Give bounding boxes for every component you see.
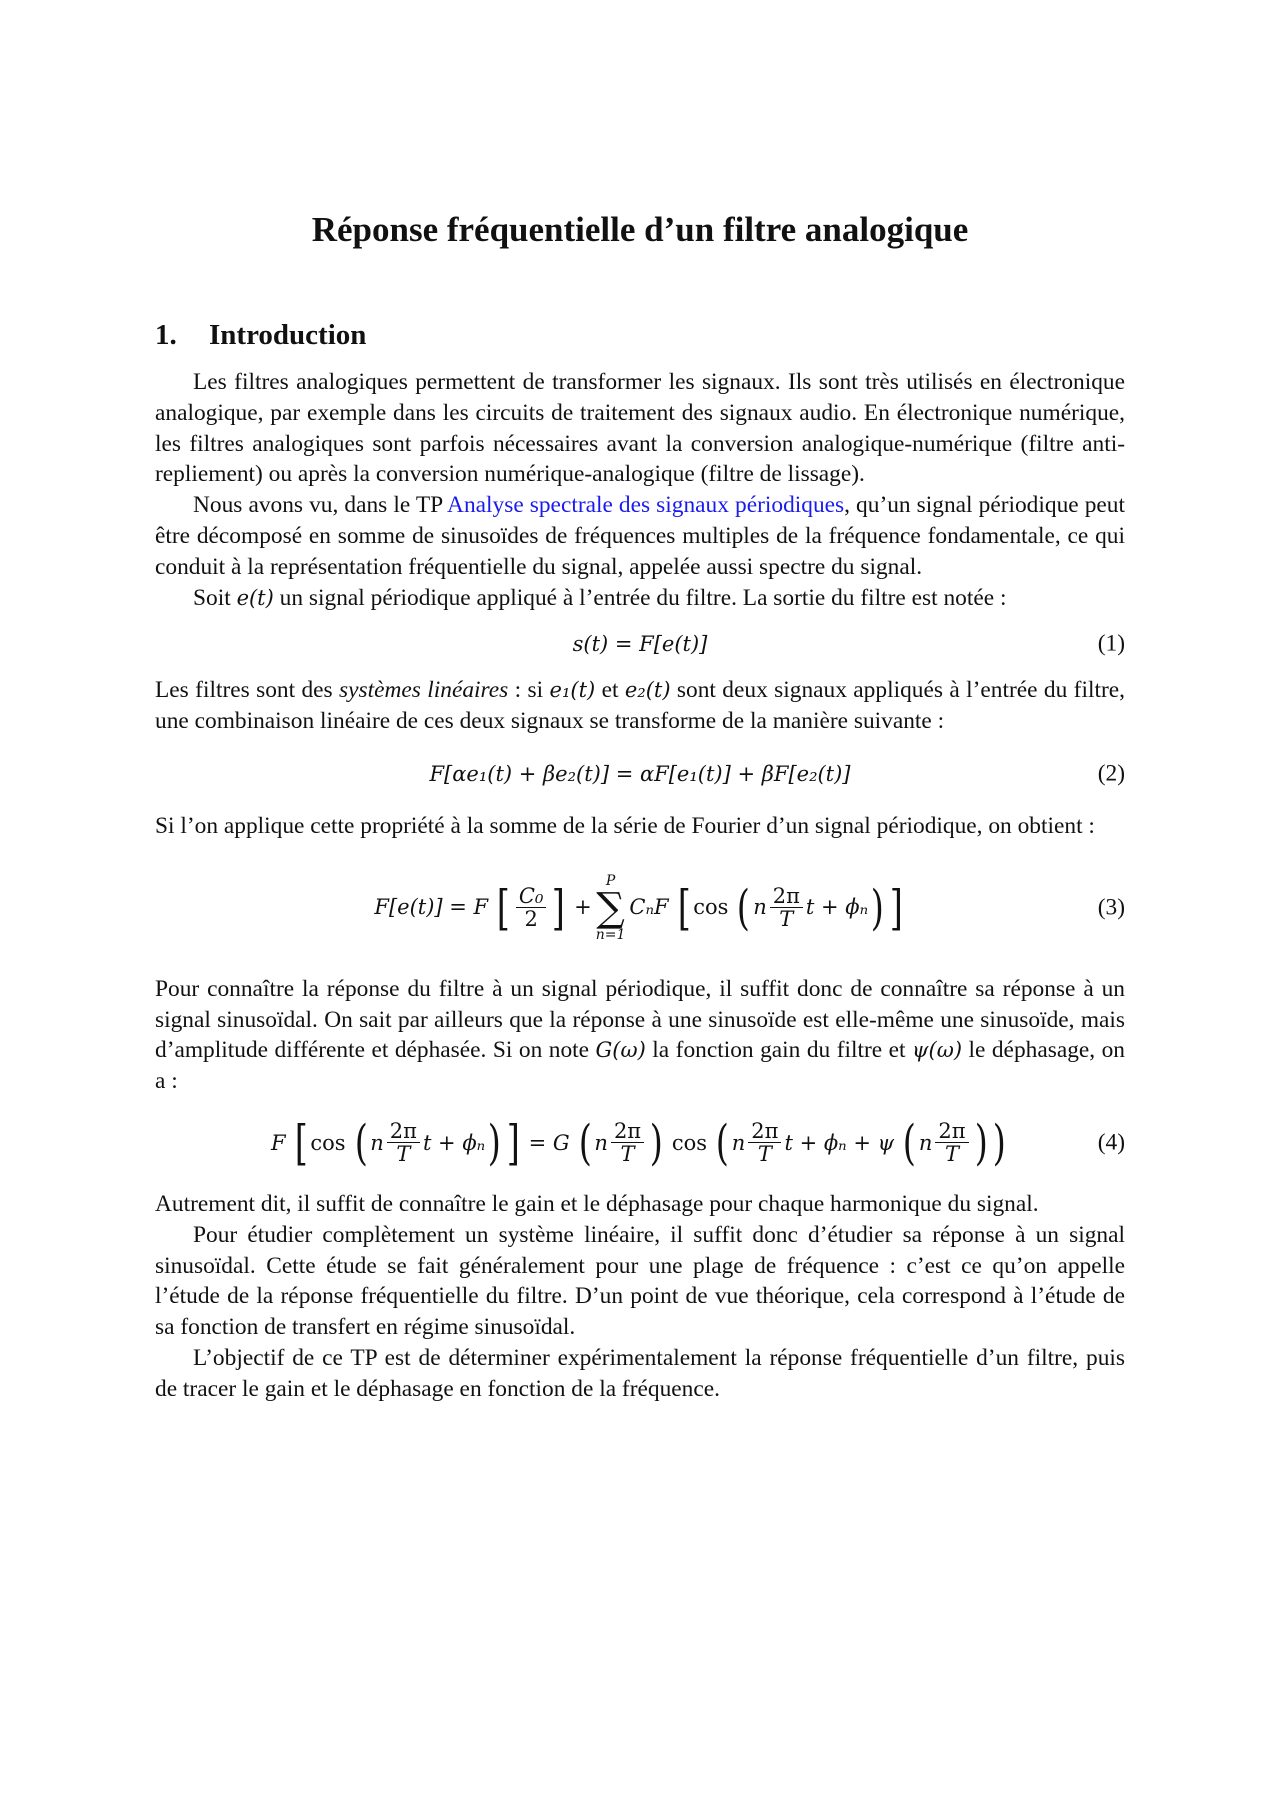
equation-3-tag: (3) — [1097, 894, 1125, 921]
page-title: Réponse fréquentielle d’un filtre analogique — [311, 210, 969, 249]
summation-operator: P ∑ n=1 — [595, 872, 626, 943]
equation-2 — [155, 737, 1125, 811]
paragraph-6: Pour connaître la réponse du filtre à un signal périodique, il suffit donc de connaître sa réponse à un signal sinusoïdal. On sait par ailleurs que la réponse à une sinusoïde est elle-même une sinusoïde, mais d’amplitude différente et déphasée. Si on note G(ω) la fonction gain du filtre et ψ(ω) le déphasage, on a : — [155, 975, 1125, 1095]
equation-1-body: s(t) = F[e(t)] — [572, 631, 708, 656]
equation-2-body: F[αe₁(t) + βe₂(t)] = αF[e₁(t)] + βF[e₂(t)] — [429, 761, 851, 786]
equation-4-tag: (4) — [1097, 1129, 1125, 1156]
tp-link[interactable]: Analyse spectrale des signaux périodiques — [447, 492, 845, 519]
fraction-c0-2: $\frac{\text{C₀}}{2}$ — [516, 885, 547, 931]
section-title: Introduction — [209, 319, 367, 351]
equation-1-tag: (1) — [1097, 630, 1125, 657]
paragraph-5: Si l’on applique cette propriété à la somme de la série de Fourier d’un signal périodique, on obtient : — [155, 812, 1095, 839]
paragraph-8: Pour étudier complètement un système linéaire, il suffit donc d’étudier sa réponse à un signal sinusoïdal. Cette étude se fait généralement pour une plage de fréquence : c’est ce qu’on appelle l’étude de la réponse fréquentielle du filtre. D’un point de vue théorique, cela correspond à l’étude de sa fonction de transfert en régime sinusoïdal. — [155, 1221, 1125, 1341]
paragraph-3: Soit e(t) un signal périodique appliqué à l’entrée du filtre. La sortie du filtre est notée : — [193, 584, 1007, 611]
paragraph-4: Les filtres sont des systèmes linéaires : si e₁(t) et e₂(t) sont deux signaux appliqués à l’entrée du filtre, une combinaison linéaire de ces deux signaux se transforme de la manière suivante : — [155, 677, 1125, 735]
paragraph-1: Les filtres analogiques permettent de transformer les signaux. Ils sont très utilisés en électronique analogique, par exemple dans les circuits de traitement des signaux audio. En électronique numérique, les filtres analogiques sont parfois nécessaires avant la conversion analogique-numérique (filtre anti-repliement) ou après la conversion numérique-analogique (filtre de lissage). — [155, 369, 1125, 488]
paragraph-9: L’objectif de ce TP est de déterminer expérimentalement la réponse fréquentielle d’un filtre, puis de tracer le gain et le déphasage en fonction de la fréquence. — [155, 1344, 1125, 1402]
equation-1 — [155, 613, 1125, 675]
document-body — [155, 367, 1125, 1405]
equation-2-tag: (2) — [1097, 760, 1125, 787]
emphasis-linear-systems: systèmes linéaires — [339, 677, 509, 704]
equation-4: F [ cos ( n $\frac{2\pi}{T}$ t + ϕₙ ) ] = G ( n $\frac{2\pi}{T}$ ) cos ( n $\frac{2\pi}{T}$ t + ϕₙ + ψ ( n $\frac{2\pi}{T}$ ) ) (4) — [271, 1114, 1125, 1171]
section-number: 1. — [155, 319, 177, 351]
equation-3: F[e(t)] = F [ $\frac{\text{C₀}}{2}$ ] + P ∑ n=1 CₙF [ cos ( n $\frac{2\pi}{T}$ t + ϕₙ ) ] (3) — [374, 872, 1125, 943]
paragraph-7: Autrement dit, il suffit de connaître le gain et le déphasage pour chaque harmonique du signal. — [155, 1190, 1039, 1217]
math-e-t: e(t) — [236, 585, 274, 610]
section-heading — [155, 319, 366, 352]
fraction-2pi-T: $\frac{2\pi}{T}$ — [770, 885, 803, 931]
paragraph-2: Nous avons vu, dans le TP Analyse spectrale des signaux périodiques, qu’un signal périodique peut être décomposé en somme de sinusoïdes de fréquences multiples de la fréquence fondamentale, ce qui conduit à la représentation fréquentielle du signal, appelée aussi spectre du signal. — [155, 492, 1125, 580]
